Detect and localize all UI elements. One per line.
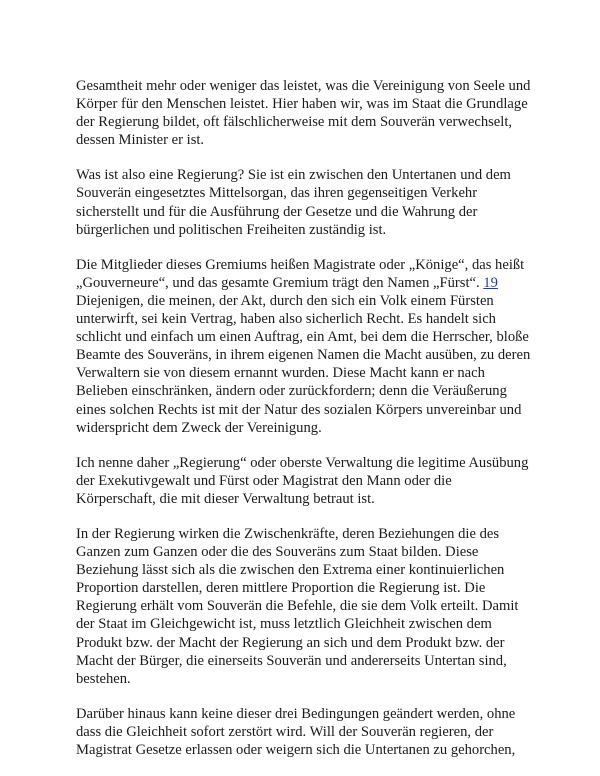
document-page: [76, 77, 531, 776]
paragraph-6: Darüber hinaus kann keine dieser drei Bedingungen geändert werden, ohne dass die Gleichheit sofort zerstört wird. Will der Souverän regieren, der Magistrat Gesetze erlassen oder weigern sich die Untertanen zu gehorchen,: [76, 705, 516, 758]
paragraph-3-text-before: Die Mitglieder dieses Gremiums heißen Magistrate oder „Könige“, das heißt „Gouverneure“, und das gesamte Gremium trägt den Namen „Fürst“.: [76, 256, 525, 291]
paragraph-1: Gesamtheit mehr oder weniger das leistet, was die Vereinigung von Seele und Körper für den Menschen leistet. Hier haben wir, was im Staat die Grundlage der Regierung bildet, oft fälschlicherweise mit dem Souverän verwechselt, dessen Minister er ist.: [76, 78, 531, 149]
paragraph-3: [76, 256, 531, 437]
paragraph-3-text-after: Diejenigen, die meinen, der Akt, durch den sich ein Volk einem Fürsten unterwirft, sei kein Vertrag, haben also sicherlich Recht. Es handelt sich schlicht und einfach um einen Auftrag, ein Amt, bei dem die Herrscher, bloße Beamte des Souveräns, in ihrem eigenen Namen die Macht ausüben, zu deren Verwaltern sie von diesem ernannt wurden. Diese Macht kann er nach Belieben einschränken, ändern oder zurückfordern; denn die Veräußerung eines solchen Rechts ist mit der Natur des sozialen Körpers unvereinbar und widerspricht dem Zweck der Vereinigung.: [76, 292, 531, 436]
paragraph-2: Was ist also eine Regierung? Sie ist ein zwischen den Untertanen und dem Souverän eingesetztes Mittelsorgan, das ihren gegenseitigen Verkehr sicherstellt und für die Ausführung der Gesetze und die Wahrung der bürgerlichen und politischen Freiheiten zuständig ist.: [76, 167, 511, 238]
paragraph-4: Ich nenne daher „Regierung“ oder oberste Verwaltung die legitime Ausübung der Exekutivgewalt und Fürst oder Magistrat den Mann oder die Körperschaft, die mit dieser Verwaltung betraut ist.: [76, 454, 529, 507]
footnote-link[interactable]: 19: [483, 274, 498, 291]
paragraph-5: In der Regierung wirken die Zwischenkräfte, deren Beziehungen die des Ganzen zum Ganzen oder die des Souveräns zum Staat bilden. Diese Beziehung lässt sich als die zwischen den Extrema einer kontinuierlichen Proportion darstellen, deren mittlere Proportion die Regierung ist. Die Regierung erhält vom Souverän die Befehle, die sie dem Volk erteilt. Damit der Staat im Gleichgewicht ist, muss letztlich Gleichheit zwischen dem Produkt bzw. der Macht der Regierung an sich und dem Produkt bzw. der Macht der Bürger, die einerseits Souverän und andererseits Untertan sind, bestehen.: [76, 525, 519, 687]
